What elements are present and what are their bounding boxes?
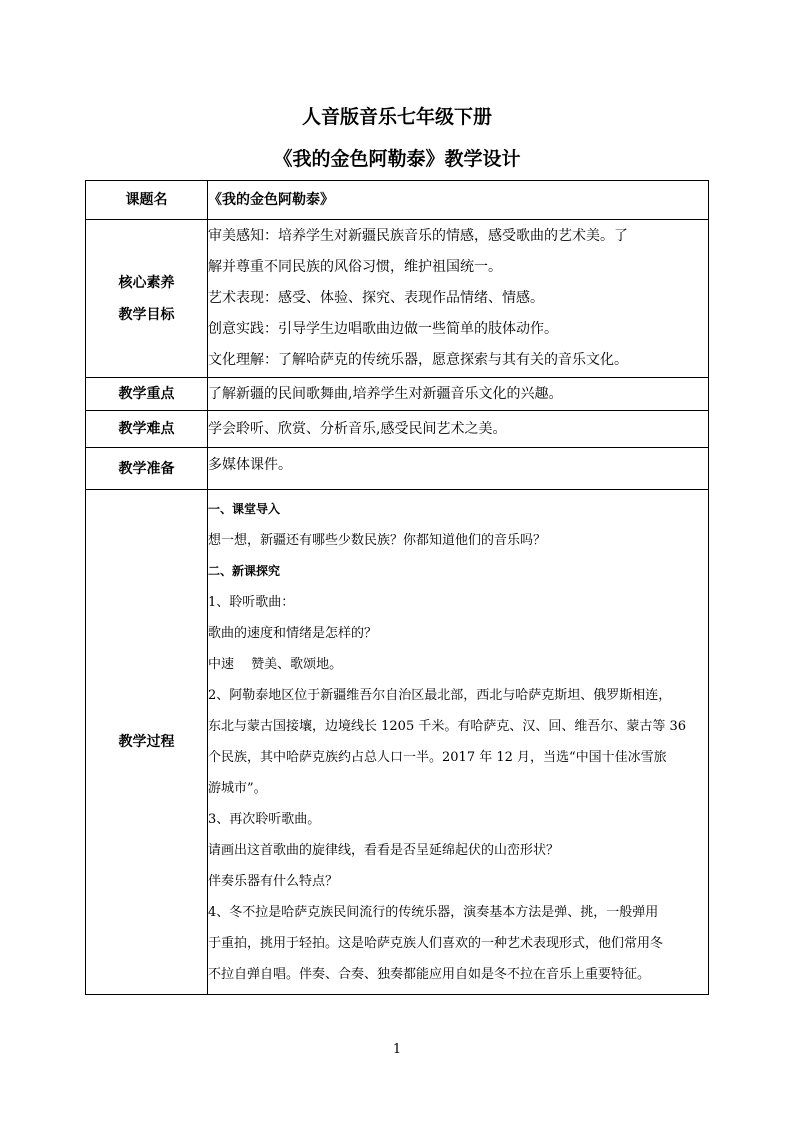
table-row-process <box>86 490 709 995</box>
process-label: 教学过程 <box>86 490 208 995</box>
process-line: 伴奏乐器有什么特点？ <box>208 874 339 889</box>
table-row-preparation <box>86 448 709 490</box>
document-title: 人音版音乐七年级下册 <box>301 106 492 128</box>
process-line: 请画出这首歌曲的旋律线，看看是否呈延绵起伏的山峦形状？ <box>208 843 560 858</box>
process-line: 中速 赞美、歌颂地。 <box>208 657 343 672</box>
goals-line: 解并尊重不同民族的风俗习惯，维护祖国统一。 <box>208 259 502 275</box>
process-line: 于重拍，挑用于轻拍。这是哈萨克族人们喜欢的一种艺术表现形式，他们常用冬 <box>208 936 664 951</box>
process-line: 个民族，其中哈萨克族约占总人口一半。2017 年 12 月，当选“中国十佳冰雪旅 <box>208 750 667 765</box>
goals-line: 创意实践：引导学生边唱歌曲边做一些简单的肢体动作。 <box>208 321 558 337</box>
difficulties-label: 教学难点 <box>86 411 208 448</box>
process-line: 2、阿勒泰地区位于新疆维吾尔自治区最北部，西北与哈萨克斯坦、俄罗斯相连， <box>208 688 672 703</box>
goals-line: 审美感知：培养学生对新疆民族音乐的情感，感受歌曲的艺术美。了 <box>208 228 628 244</box>
table-row-goals <box>86 220 709 378</box>
table-row-topic <box>86 181 709 220</box>
goals-label <box>86 220 208 378</box>
key-points-label: 教学重点 <box>86 378 208 411</box>
goals-content <box>208 220 709 378</box>
key-points-value: 了解新疆的民间歌舞曲,培养学生对新疆音乐文化的兴趣。 <box>208 378 709 411</box>
table-row-difficulties <box>86 411 709 448</box>
document-subtitle: 《我的金色阿勒泰》教学设计 <box>273 148 521 170</box>
process-section-heading: 一、课堂导入 <box>208 502 281 516</box>
goals-label-line2: 教学目标 <box>118 306 175 323</box>
process-content <box>208 490 709 995</box>
lesson-plan-table <box>85 180 709 995</box>
process-line: 想一想，新疆还有哪些少数民族？你都知道他们的音乐吗？ <box>208 533 547 548</box>
process-line: 游城市”。 <box>208 781 267 796</box>
difficulties-value: 学会聆听、欣赏、分析音乐,感受民间艺术之美。 <box>208 411 709 448</box>
goals-line: 文化理解：了解哈萨克的传统乐器，愿意探索与其有关的音乐文化。 <box>208 352 628 368</box>
preparation-value: 多媒体课件。 <box>208 448 709 490</box>
preparation-label: 教学准备 <box>86 448 208 490</box>
table-row-key-points <box>86 378 709 411</box>
page-number: 1 <box>392 1042 402 1057</box>
process-line: 不拉自弹自唱。伴奏、合奏、独奏都能应用自如是冬不拉在音乐上重要特征。 <box>208 967 651 982</box>
process-line: 3、再次聆听歌曲。 <box>208 812 321 827</box>
process-line: 4、冬不拉是哈萨克族民间流行的传统乐器，演奏基本方法是弹、挑，一般弹用 <box>208 905 659 920</box>
goals-line: 艺术表现：感受、体验、探究、表现作品情绪、情感。 <box>208 290 544 306</box>
process-line: 1、聆听歌曲： <box>208 595 295 610</box>
topic-value: 《我的金色阿勒泰》 <box>208 181 709 220</box>
topic-label: 课题名 <box>86 181 208 220</box>
process-line: 歌曲的速度和情绪是怎样的？ <box>208 626 378 641</box>
goals-label-line1: 核心素养 <box>118 274 175 291</box>
process-line: 东北与蒙古国接壤，边境线长 1205 千米。有哈萨克、汉、回、维吾尔、蒙古等 36 <box>208 719 687 734</box>
process-section-heading: 二、新课探究 <box>208 564 281 578</box>
